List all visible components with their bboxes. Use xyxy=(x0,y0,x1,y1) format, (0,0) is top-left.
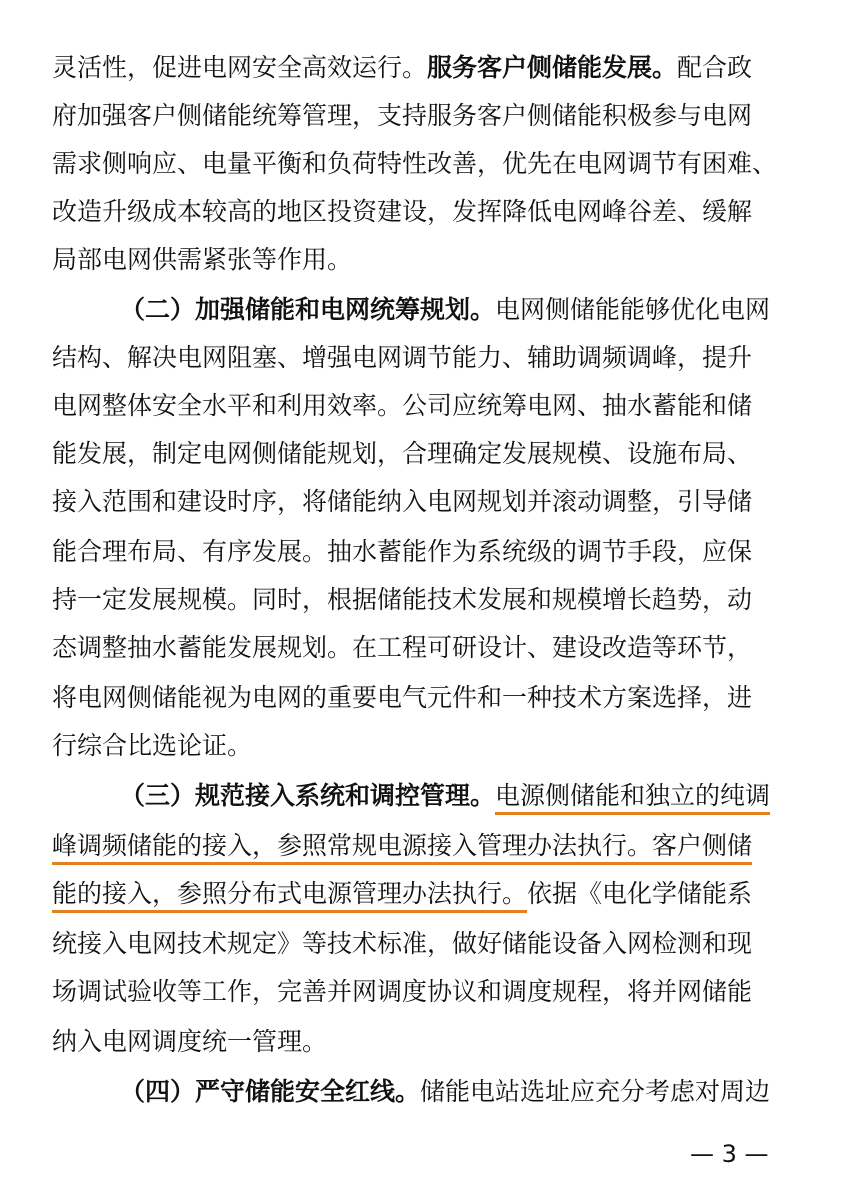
page-number: — 3 — xyxy=(690,1140,769,1168)
text-line xyxy=(0,1068,853,1116)
paragraph-text: 态调整抽水蓄能发展规划。在工程可研设计、建设改造等环节， xyxy=(52,633,753,662)
paragraph-text: 依据《电化学储能系 xyxy=(527,879,753,908)
paragraph-text: 场调试验收等工作，完善并网调度协议和调度规程，将并网储能 xyxy=(52,977,753,1006)
paragraph-text: 储能电站选址应充分考虑对周边 xyxy=(420,1077,771,1106)
text-line xyxy=(0,236,853,284)
underlined-text: 能的接入，参照分布式电源管理办法执行。 xyxy=(52,879,527,913)
bold-heading-text: （四）严守储能安全红线。 xyxy=(120,1077,421,1106)
paragraph-text: 电网整体安全水平和利用效率。公司应统筹电网、抽水蓄能和储 xyxy=(52,391,753,420)
paragraph-text: 能发展，制定电网侧储能规划，合理确定发展规模、设施布局、 xyxy=(52,439,753,468)
text-line xyxy=(0,920,853,968)
paragraph-text: 统接入电网技术规定》等技术标准，做好储能设备入网检测和现 xyxy=(52,929,753,958)
paragraph-text: 府加强客户侧储能统筹管理，支持服务客户侧储能积极参与电网 xyxy=(52,101,753,130)
text-line xyxy=(0,140,853,188)
text-line xyxy=(0,188,853,236)
underlined-text: 峰调频储能的接入，参照常规电源接入管理办法执行。客户侧储 xyxy=(52,831,752,865)
text-line xyxy=(0,968,853,1016)
text-line xyxy=(0,334,853,382)
text-line xyxy=(0,382,853,430)
text-line xyxy=(0,822,853,870)
paragraph-text: 能合理布局、有序发展。抽水蓄能作为系统级的调节手段，应保 xyxy=(52,537,753,566)
paragraph-text: 结构、解决电网阻塞、增强电网调节能力、辅助调频调峰，提升 xyxy=(52,343,753,372)
bold-heading-text: （二）加强储能和电网统筹规划。 xyxy=(120,295,496,324)
text-line xyxy=(0,430,853,478)
text-line xyxy=(0,772,853,820)
underlined-text: 电源侧储能和独立的纯调 xyxy=(495,781,770,815)
text-line xyxy=(0,1018,853,1066)
text-line xyxy=(0,286,853,334)
paragraph-text: 行综合比选论证。 xyxy=(52,731,253,760)
paragraph-text: 电网侧储能能够优化电网 xyxy=(495,295,771,324)
paragraph-text: 改造升级成本较高的地区投资建设，发挥降低电网峰谷差、缓解 xyxy=(52,197,753,226)
paragraph-text: 灵活性，促进电网安全高效运行。 xyxy=(52,53,428,82)
text-line xyxy=(0,722,853,770)
text-line xyxy=(0,44,853,92)
paragraph-text: 接入范围和建设时序，将储能纳入电网规划并滚动调整，引导储 xyxy=(52,487,753,516)
text-line xyxy=(0,674,853,722)
bold-heading-text: （三）规范接入系统和调控管理。 xyxy=(120,781,496,810)
text-line xyxy=(0,92,853,140)
text-line xyxy=(0,576,853,624)
text-line xyxy=(0,624,853,672)
paragraph-text: 纳入电网调度统一管理。 xyxy=(52,1027,328,1056)
text-line xyxy=(0,870,853,918)
bold-heading-text: 服务客户侧储能发展。 xyxy=(427,53,678,82)
paragraph-text: 配合政 xyxy=(677,53,753,82)
paragraph-text: 局部电网供需紧张等作用。 xyxy=(52,245,353,274)
paragraph-text: 持一定发展规模。同时，根据储能技术发展和规模增长趋势，动 xyxy=(52,585,753,614)
paragraph-text: 将电网侧储能视为电网的重要电气元件和一种技术方案选择，进 xyxy=(52,683,753,712)
paragraph-text: 需求侧响应、电量平衡和负荷特性改善，优先在电网调节有困难、 xyxy=(52,149,778,178)
text-line xyxy=(0,478,853,526)
text-line xyxy=(0,528,853,576)
